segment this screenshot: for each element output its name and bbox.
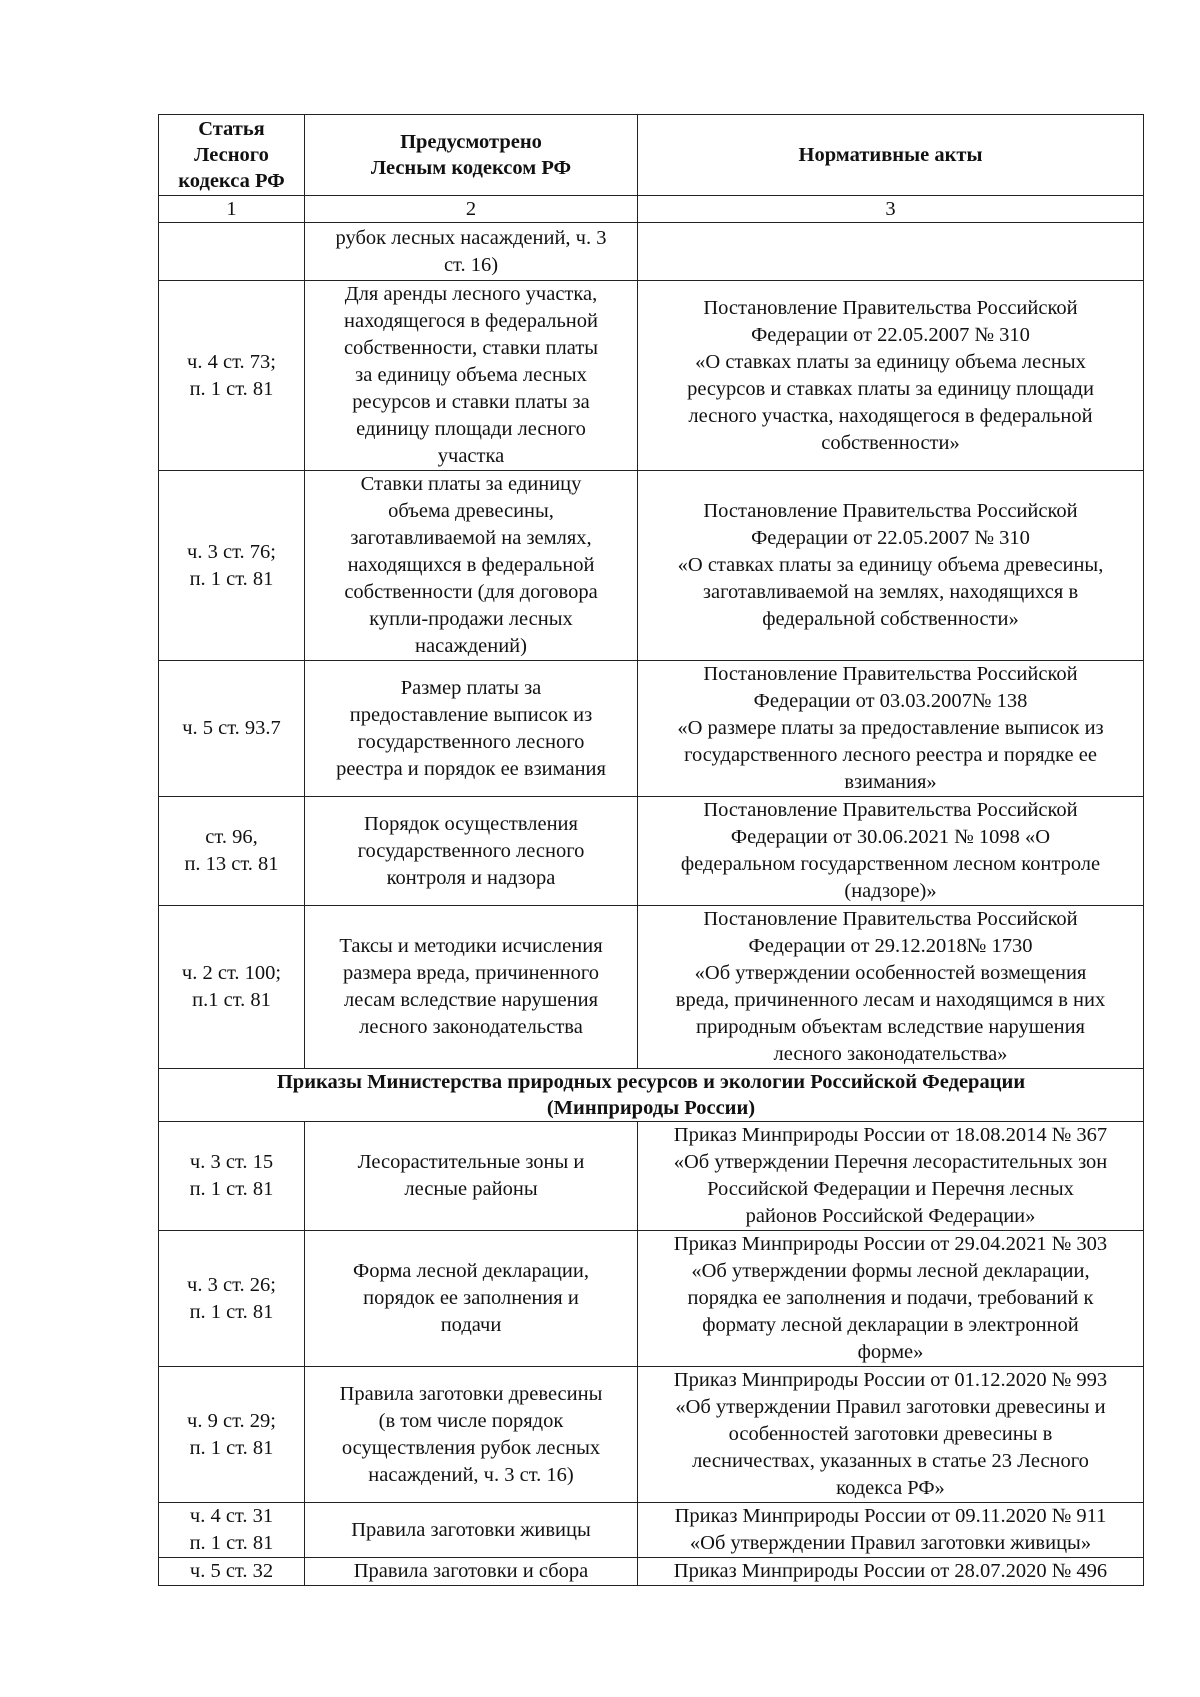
table-row — [159, 1558, 1144, 1586]
header-article — [159, 115, 305, 196]
text-line: ч. 4 ст. 31 — [189, 1505, 274, 1527]
provision-cell — [305, 281, 638, 471]
text-line: ч. 2 ст. 100; — [181, 962, 282, 984]
provision-cell — [305, 1231, 638, 1367]
text-line: Для аренды лесного участка, — [344, 283, 598, 305]
text-line: Порядок осуществления — [364, 812, 578, 835]
text-line: ресурсов и ставках платы за единицу площади — [687, 377, 1094, 400]
text-line: реестра и порядок ее взимания — [336, 757, 606, 780]
text-line: «Об утверждении Правил заготовки живицы» — [689, 1532, 1092, 1554]
text-line: заготавливаемой на землях, — [350, 527, 592, 549]
text-line: п. 1 ст. 81 — [189, 1532, 274, 1554]
text-line: государственного лесного — [357, 730, 585, 753]
text-line: Лесного — [194, 144, 269, 166]
section-heading — [159, 1069, 1144, 1122]
article-cell — [159, 1503, 305, 1558]
text-line: районов Российской Федерации» — [745, 1205, 1036, 1227]
text-line: государственного лесного реестра и порядке ее — [684, 744, 1097, 766]
act-cell — [638, 281, 1144, 471]
text-line: особенностей заготовки древесины в — [728, 1423, 1053, 1445]
text-line: ч. 3 ст. 76; — [187, 540, 276, 563]
column-number: 1 — [159, 196, 305, 223]
text-line: Предусмотрено — [400, 131, 542, 153]
text-line: Постановление Правительства Российской — [703, 500, 1078, 522]
text-line: собственности» — [821, 431, 960, 454]
table-header-row — [159, 115, 1144, 196]
text-line: осуществления рубок лесных — [341, 1436, 601, 1459]
text-line: ч. 9 ст. 29; — [187, 1409, 276, 1432]
table-row — [159, 281, 1144, 471]
text-line: лесам вследствие нарушения — [343, 989, 599, 1011]
article-cell — [159, 1231, 305, 1367]
table-row — [159, 661, 1144, 797]
provision-cell — [305, 1558, 638, 1586]
text-line: лесные районы — [404, 1178, 538, 1200]
column-number-row — [159, 196, 1144, 223]
text-line: кодекса РФ» — [836, 1477, 945, 1499]
text-line: Приказ Минприроды России от 29.04.2021 № 303 — [673, 1233, 1108, 1255]
text-line: Приказ Минприроды России от 01.12.2020 № 993 — [673, 1369, 1108, 1391]
provision-cell — [305, 1367, 638, 1503]
text-line: Федерации от 22.05.2007 № 310 — [751, 323, 1030, 346]
text-line: ч. 5 ст. 32 — [189, 1560, 274, 1582]
text-line: Ставки платы за единицу — [360, 473, 582, 495]
table-row — [159, 471, 1144, 661]
text-line: кодекса РФ — [178, 170, 285, 192]
provision-cell — [305, 1122, 638, 1231]
text-line: п. 13 ст. 81 — [184, 853, 279, 875]
provision-cell — [305, 223, 638, 281]
text-line: находящегося в федеральной — [344, 310, 598, 332]
text-line: участка — [437, 445, 505, 467]
column-number: 3 — [638, 196, 1144, 223]
text-line: взимания» — [844, 771, 937, 793]
text-line: «Об утверждении Правил заготовки древесины и — [675, 1396, 1106, 1418]
text-line: Размер платы за — [400, 676, 542, 699]
table-row — [159, 1231, 1144, 1367]
text-line: ресурсов и ставки платы за — [352, 391, 590, 413]
text-line: Лесорастительные зоны и — [357, 1151, 585, 1173]
act-cell — [638, 1122, 1144, 1231]
table-row — [159, 1503, 1144, 1558]
text-line: п. 1 ст. 81 — [189, 567, 274, 590]
text-line: ч. 4 ст. 73; — [187, 350, 276, 373]
text-line: Приказ Минприроды России от 28.07.2020 № 496 — [673, 1560, 1108, 1582]
text-line: (в том числе порядок — [378, 1409, 564, 1432]
text-line: заготавливаемой на землях, находящихся в — [702, 581, 1079, 603]
header-provision — [305, 115, 638, 196]
text-line: «Об утверждении особенностей возмещения — [694, 962, 1087, 984]
provision-cell — [305, 471, 638, 661]
text-line: Федерации от 29.12.2018№ 1730 — [748, 935, 1033, 957]
act-cell — [638, 797, 1144, 906]
table-row — [159, 1367, 1144, 1503]
text-line: ч. 3 ст. 26; — [187, 1273, 276, 1296]
text-line: «Об утверждении формы лесной декларации, — [691, 1260, 1090, 1282]
text-line: Приказ Минприроды России от 09.11.2020 № 911 — [674, 1505, 1107, 1527]
text-line: Федерации от 30.06.2021 № 1098 «О — [730, 826, 1051, 848]
text-line: насаждений, ч. 3 ст. 16) — [368, 1463, 574, 1486]
text-line: Федерации от 03.03.2007№ 138 — [753, 690, 1028, 712]
text-line: за единицу объема лесных — [355, 364, 587, 386]
text-line: Нормативные акты — [798, 144, 983, 166]
text-line: Федерации от 22.05.2007 № 310 — [751, 527, 1030, 549]
provision-cell — [305, 797, 638, 906]
text-line: федеральной собственности» — [762, 608, 1019, 630]
text-line: ст. 16) — [443, 253, 499, 276]
act-cell — [638, 1231, 1144, 1367]
text-line: федеральном государственном лесном контроле — [680, 853, 1101, 875]
act-cell — [638, 906, 1144, 1069]
text-line: насаждений) — [415, 635, 527, 657]
text-line: Форма лесной декларации, — [353, 1260, 589, 1282]
article-cell — [159, 661, 305, 797]
text-line: подачи — [440, 1314, 502, 1336]
text-line: «О ставках платы за единицу объема древесины, — [677, 554, 1104, 576]
text-line: собственности (для договора — [344, 581, 598, 603]
text-line: находящихся в федеральной — [347, 554, 595, 576]
header-acts — [638, 115, 1144, 196]
article-cell — [159, 1558, 305, 1586]
act-cell — [638, 471, 1144, 661]
text-line: п. 1 ст. 81 — [189, 377, 274, 400]
article-cell — [159, 906, 305, 1069]
article-cell — [159, 797, 305, 906]
act-cell — [638, 1367, 1144, 1503]
text-line: формату лесной декларации в электронной — [702, 1314, 1079, 1336]
text-line: предоставление выписок из — [349, 703, 593, 726]
text-line: форме» — [857, 1341, 924, 1363]
text-line: порядок ее заполнения и — [363, 1287, 579, 1309]
act-cell — [638, 1503, 1144, 1558]
text-line: Правила заготовки живицы — [351, 1518, 591, 1541]
text-line: Приказы Министерства природных ресурсов и экологии Российской Федерации — [276, 1071, 1026, 1093]
article-cell — [159, 471, 305, 661]
act-cell — [638, 223, 1144, 281]
text-line: объема древесины, — [388, 500, 554, 522]
text-line: (надзоре)» — [844, 880, 937, 902]
text-line: (Минприроды России) — [546, 1097, 756, 1119]
text-line: размера вреда, причиненного — [342, 962, 600, 984]
text-line: ч. 3 ст. 15 — [189, 1151, 274, 1173]
text-line: лесного законодательства» — [773, 1043, 1008, 1065]
article-cell — [159, 1367, 305, 1503]
text-line: Российской Федерации и Перечня лесных — [707, 1178, 1074, 1200]
text-line: Лесным кодексом РФ — [370, 157, 572, 179]
act-cell — [638, 661, 1144, 797]
text-line: вреда, причиненного лесам и находящимся в них — [675, 989, 1106, 1011]
text-line: п. 1 ст. 81 — [189, 1300, 274, 1323]
provision-cell — [305, 661, 638, 797]
section-heading-row — [159, 1069, 1144, 1122]
text-line: лесного законодательства — [359, 1016, 583, 1038]
text-line: п.1 ст. 81 — [192, 989, 271, 1011]
table-row — [159, 797, 1144, 906]
normative-acts-table — [158, 114, 1144, 1586]
table-row — [159, 223, 1144, 281]
text-line: контроля и надзора — [386, 866, 556, 889]
text-line: порядка ее заполнения и подачи, требований к — [687, 1287, 1094, 1309]
column-number: 2 — [305, 196, 638, 223]
article-cell — [159, 1122, 305, 1231]
text-line: Постановление Правительства Российской — [703, 908, 1078, 930]
text-line: лесничествах, указанных в статье 23 Лесного — [692, 1450, 1089, 1472]
act-cell — [638, 1558, 1144, 1586]
text-line: Постановление Правительства Российской — [703, 799, 1078, 821]
text-line: Правила заготовки и сбора — [353, 1560, 589, 1582]
article-cell — [159, 281, 305, 471]
text-line: Статья — [198, 118, 265, 140]
text-line: рубок лесных насаждений, ч. 3 — [335, 226, 607, 249]
text-line: купли-продажи лесных — [369, 608, 573, 630]
text-line: Постановление Правительства Российской — [703, 663, 1078, 685]
table-row — [159, 1122, 1144, 1231]
text-line: ст. 96, — [205, 826, 258, 848]
text-line: «О размере платы за предоставление выписок из — [677, 717, 1104, 739]
text-line: лесного участка, находящегося в федеральной — [688, 404, 1093, 427]
text-line: собственности, ставки платы — [343, 337, 599, 359]
text-line: Правила заготовки древесины — [339, 1382, 603, 1405]
article-cell — [159, 223, 305, 281]
provision-cell — [305, 906, 638, 1069]
table-row — [159, 906, 1144, 1069]
ministry-orders-rows — [159, 1122, 1144, 1586]
text-line: ч. 5 ст. 93.7 — [182, 717, 281, 739]
text-line: единицу площади лесного — [356, 418, 586, 440]
text-line: п. 1 ст. 81 — [189, 1436, 274, 1459]
text-line: Приказ Минприроды России от 18.08.2014 № 367 — [673, 1124, 1108, 1146]
text-line: Таксы и методики исчисления — [339, 935, 603, 957]
provision-cell — [305, 1503, 638, 1558]
text-line: п. 1 ст. 81 — [189, 1178, 274, 1200]
text-line: Постановление Правительства Российской — [703, 296, 1078, 319]
government-decrees-rows — [159, 223, 1144, 1069]
text-line: государственного лесного — [357, 839, 585, 862]
text-line: природным объектам вследствие нарушения — [696, 1016, 1085, 1038]
text-line: «Об утверждении Перечня лесорастительных зон — [673, 1151, 1108, 1173]
text-line: «О ставках платы за единицу объема лесных — [695, 350, 1086, 373]
